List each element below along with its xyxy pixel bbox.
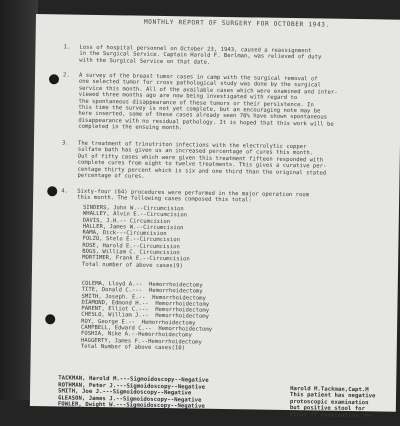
punch-hole (49, 74, 59, 84)
procedure-entry: TACKMAN, Harold M.---Sigmoidoscopy--Negative (58, 375, 209, 385)
list-item: PARENT, Elliot C.--- Hemorrhoidectomy (81, 305, 210, 314)
punch-hole (45, 314, 55, 324)
sigmoidoscopy-section (57, 369, 388, 420)
list-item: HALLER, James W.--Circumcision (82, 223, 184, 232)
paragraph-number: 2. (62, 72, 70, 79)
paragraph-text: The treatment of trinutriton infections with the electrolytic copper sulfate bath has given us an increased percentage of cures this month. Out of fifty cases which were given this treatment fifteen responded with complete cures from eight to twelve treatments. This gives a curative per- centage thirty percent which is six and one third than the original stated percentage of cures. (77, 140, 327, 180)
list-item: DIAMOND, Edmond H.-- Hemorrhoidectomy (81, 299, 210, 308)
procedure-note: but positive stool for (289, 405, 366, 413)
list-item: FOSHIA, Nike A.--Hemorrhoidectomy (80, 331, 192, 339)
list-item: RAMA, Dick---Circumcision (82, 229, 167, 238)
list-item: ROSE, Harold E.--Circumcision (82, 242, 180, 251)
list-item: FOLZO, Stelo E.--Circumcision (82, 236, 180, 244)
procedure-note: This patient has negative (289, 392, 376, 400)
list-item: SMITH, Joseph. E.-- Hemorrhoidectomy (81, 293, 206, 302)
list-item: DAVIS, J.H.-- Circumcision (82, 217, 171, 225)
list-item: HAGGERTY, James F.--Hemorrhoidectomy (80, 337, 202, 346)
paragraph-3 (61, 140, 378, 183)
list-item: CHESLO, William J.-- Hemorrhoidectomy (81, 312, 210, 321)
list-item: WHALLEY, Alvin E.--Circumcision (82, 211, 188, 219)
punch-hole (47, 186, 57, 196)
paragraph-number: 1. (63, 44, 71, 51)
list-total: Total Number of above cases(10) (80, 343, 186, 352)
procedure-entry: SMITH, Joe J.---Sigmoidoscopy--Negative (58, 388, 192, 397)
paragraph-2 (62, 72, 379, 135)
procedure-note: blood of examination. He (289, 411, 372, 420)
list-item: COLEMA, Lloyd A.-- Hemorrhoidectomy (81, 280, 203, 289)
paragraph-text: A survey of the breast tumor cases in camp with the surgical removal of one selected tumor for cross pathological study was done by the surgical service this month. All of the available cases which were examined and inter- viewed three months ago are now being investigated with regard to the spontaneous disappearance of these tumors or their persistence. In this time the survey is not yet complete, but an encouraging note may be here inserted, some of these cases already seen 70% have shown spontaneous disappearance with no residual pathology. It is hoped that this work will be completed in the ensuing month. (78, 72, 338, 132)
circumcision-list (82, 205, 373, 273)
procedure-note: protoscopic examination (289, 398, 369, 407)
paragraph-number: 3. (61, 140, 69, 147)
hemorrhoidectomy-list (81, 281, 372, 355)
procedure-entry: ROTHMAN, Peter J.---Sigmoidoscopy--Negative (58, 382, 206, 391)
list-item: MORTIMER, Frank E.--Circumcision (82, 255, 190, 263)
list-item: ROY, George E.-- Hemorrhoidectomy (81, 318, 196, 327)
procedure-note: Harold M.Tackman,Capt.M (290, 385, 369, 394)
list-item: CAMPBELL, Edward C.-- Hemorrhoidectomy (81, 324, 213, 333)
procedure-entry: GLEASON, James J.--Sigmoidoscopy--Negative (57, 395, 202, 404)
paragraph-text: Sixty-four (64) procedures were performed in the major operation room this month. The following cases composed this total: (77, 188, 310, 204)
list-total: Total number of above cases(9) (82, 261, 183, 270)
paragraph-1 (63, 44, 379, 68)
procedure-entry: FOWLER, Dwight W.---Sigmoidoscopy--Negative (57, 401, 205, 411)
report-title: MONTHLY REPORT OF SURGERY FOR OCTOBER 1943. (143, 18, 330, 29)
paragraph-text: Loss of hospital personnel on October 23, 1943, caused a reassignment in the Surgical Service. Captain Harold F. Berlman, was relieved of duty with the Surgical Service on that date. (79, 44, 322, 66)
list-item: TITE, Donald C.--- Hemorrhoidectomy (81, 287, 203, 295)
report-page (30, 14, 400, 420)
paragraph-number: 4. (61, 188, 68, 195)
paragraph-4 (61, 188, 377, 206)
list-item: SINDERS, John W.--Circumcision (82, 204, 184, 213)
list-item: BOGS, William C. Circumcision (82, 248, 180, 257)
